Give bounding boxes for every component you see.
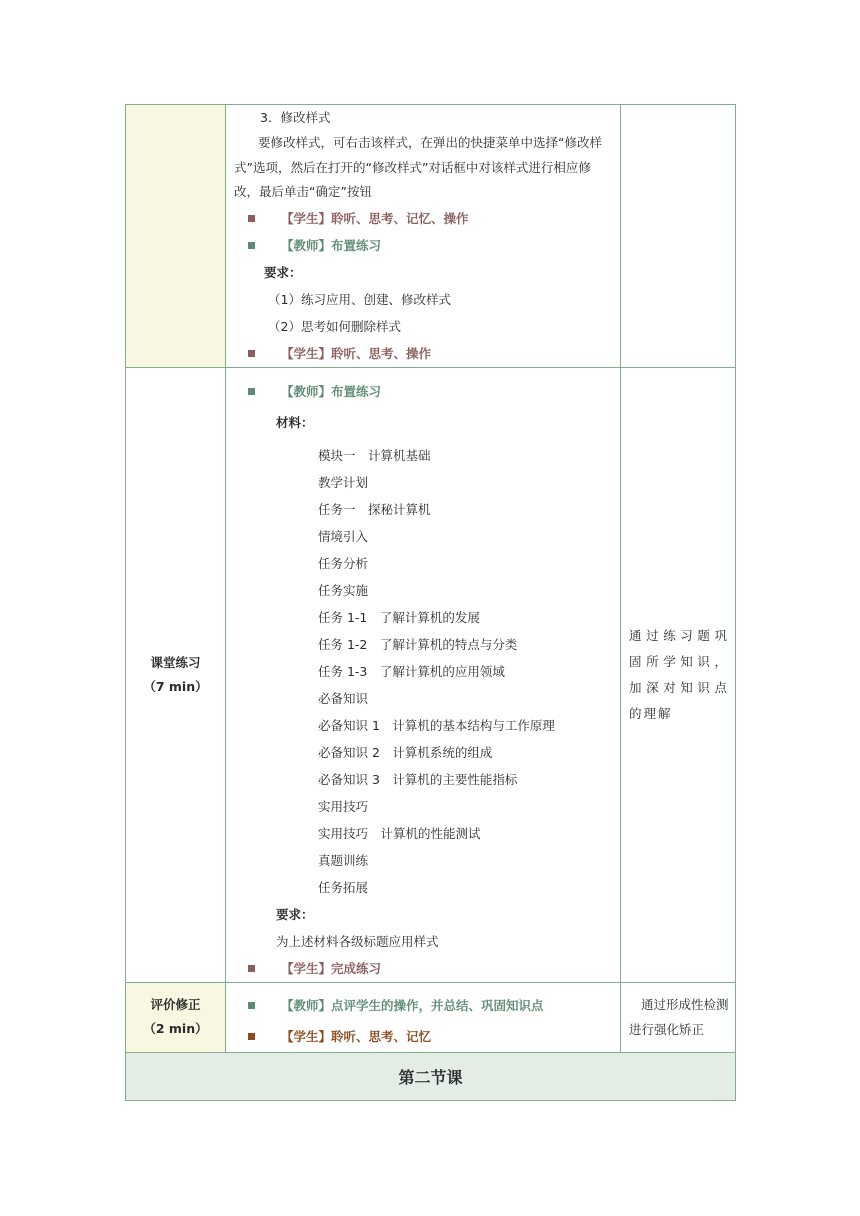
material-item: 任务分析 [318,555,369,571]
material-item: 任务 1-2 了解计算机的特点与分类 [318,636,518,652]
material-item: 实用技巧 [318,798,369,814]
student-activity-1: 【学生】聆听、思考、记忆、操作 [226,205,620,232]
material-item: 必备知识 1 计算机的基本结构与工作原理 [318,717,555,733]
material-item: 任务 1-3 了解计算机的应用领域 [318,663,505,679]
square-bullet-icon [248,965,255,972]
row-classroom-exercise [126,367,736,982]
material-item: 必备知识 [318,690,369,706]
material-item: 真题训练 [318,852,369,868]
row3-content-cell [226,982,621,1052]
row1-note-cell [621,105,736,368]
row2-label-cell [126,367,226,982]
material-item: 教学计划 [318,474,369,490]
material-item: 任务一 探秘计算机 [318,501,431,517]
row2-note-cell [621,367,736,982]
row3-note-cell [621,982,736,1052]
material-item: 任务拓展 [318,879,369,895]
square-bullet-icon [248,215,255,222]
row2-label: 课堂练习 [150,654,201,670]
requirement-label: 要求： [264,264,302,280]
teacher-activity-3: 【教师】点评学生的操作，并总结、巩固知识点 [226,990,620,1021]
row1-label-cell [126,105,226,368]
row-evaluation [126,982,736,1052]
row3-note: 通过形成性检测进行强化矫正 [629,997,729,1037]
section-heading: 3．修改样式 [260,110,331,125]
square-bullet-icon [248,1033,255,1040]
row2-content-cell [226,367,621,982]
material-item: 模块一 计算机基础 [318,447,431,463]
material-item: 必备知识 3 计算机的主要性能指标 [318,771,518,787]
square-bullet-icon [248,242,255,249]
student-activity-3: 【学生】完成练习 [226,955,620,982]
student-activity-2: 【学生】聆听、思考、操作 [226,340,620,367]
row2-note: 通过练习题巩固所学知识，加深对知识点的理解 [629,627,729,721]
requirement-item-1: （1）练习应用、创建、修改样式 [268,291,451,307]
material-label: 材料： [276,414,314,430]
material-item: 必备知识 2 计算机系统的组成 [318,744,493,760]
row1-content-cell [226,105,621,368]
lesson-plan-table [125,104,736,1101]
row-modify-style [126,105,736,368]
row2-time: （7 min） [143,678,208,694]
row2-requirement: 为上述材料各级标题应用样式 [276,933,439,949]
requirement-item-2: （2）思考如何删除样式 [268,318,401,334]
teacher-activity-1: 【教师】布置练习 [226,232,620,259]
material-item: 实用技巧 计算机的性能测试 [318,825,481,841]
modify-style-paragraph: 要修改样式，可右击该样式，在弹出的快捷菜单中选择“修改样式”选项，然后在打开的“修改样式”对话框中对该样式进行相应修改，最后单击“确定”按钮 [234,135,602,199]
row2-requirement-label: 要求： [276,906,314,922]
material-item: 情境引入 [318,528,369,544]
teacher-activity-2: 【教师】布置练习 [226,378,620,405]
square-bullet-icon [248,350,255,357]
student-activity-4: 【学生】聆听、思考、记忆 [226,1021,620,1052]
material-list [226,442,620,901]
material-item: 任务实施 [318,582,369,598]
section-title: 第二节课 [126,1052,736,1100]
row3-time: （2 min） [143,1021,208,1036]
row3-label: 评价修正 [150,997,201,1012]
row3-label-cell [126,982,226,1052]
row-section-header [126,1052,736,1100]
material-item: 任务 1-1 了解计算机的发展 [318,609,480,625]
square-bullet-icon [248,1002,255,1009]
square-bullet-icon [248,388,255,395]
